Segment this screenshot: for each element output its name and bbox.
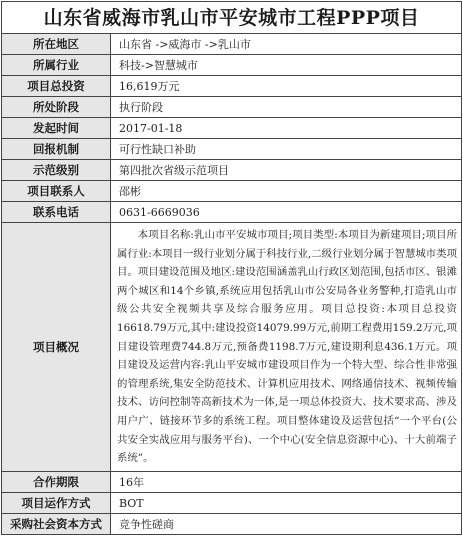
- overview-text: 本项目名称:乳山市平安城市项目;项目类型:本项目为新建项目;项目所属行业:本项目一级行业划分属于科技行业,二级行业划分属于智慧城市类项目。项目建设范围及地区:建设范围涵盖乳山行政区划范围,包括市区、银滩两个城区和14个乡镇,系统应用包括乳山市公安局各业务警种,打造乳山市级公共安全视频共享及综合服务应用。项目总投资:本项目总投资16618.79万元,其中:建设投资14079.99万元,前期工程费用159.2万元,项目建设管理费744.8万元,预备费1198.7万元,建设期利息436.1万元。项目建设及运营内容:乳山平安城市建设项目作为一个特大型、综合性非常强的管理系统,集安全防范技术、计算机应用技术、网络通信技术、视频传输技术、访问控制等高新技术为一体,是一项总体投资大、技术要求高、涉及用户广、链接环节多的系统工程。项目整体建设及运营包括“一个平台(公共安全实战应用与服务平台)、一个中心(安全信息资源中心)、十大前端子系统”。: [111, 223, 462, 472]
- table-row: [2, 181, 462, 202]
- row-value: 16,619万元: [111, 76, 462, 97]
- table-row: [2, 493, 462, 514]
- row-value: 2017-01-18: [111, 118, 462, 139]
- row-label: 合作期限: [2, 472, 111, 493]
- row-label: 所属行业: [2, 55, 111, 76]
- row-label: 联系电话: [2, 202, 111, 223]
- row-label: 采购社会资本方式: [2, 514, 111, 535]
- overview-label: 项目概况: [2, 223, 111, 472]
- table-row: [2, 160, 462, 181]
- table-row: [2, 472, 462, 493]
- table-row: [2, 514, 462, 535]
- project-sheet: [1, 1, 462, 548]
- row-label: 项目联系人: [2, 181, 111, 202]
- row-value: BOT: [111, 493, 462, 514]
- row-value: 0631-6669036: [111, 202, 462, 223]
- row-value: 竞争性磋商: [111, 514, 462, 535]
- table-row: [2, 202, 462, 223]
- page-title: 山东省威海市乳山市平安城市工程PPP项目: [1, 1, 462, 33]
- row-label: 所处阶段: [2, 97, 111, 118]
- row-value: 邵彬: [111, 181, 462, 202]
- table-row: [2, 76, 462, 97]
- row-label: 发起时间: [2, 118, 111, 139]
- row-label: 项目总投资: [2, 76, 111, 97]
- row-label: 示范级别: [2, 160, 111, 181]
- table-row: [2, 34, 462, 55]
- table-row: [2, 139, 462, 160]
- row-value: 第四批次省级示范项目: [111, 160, 462, 181]
- row-value: 科技->智慧城市: [111, 55, 462, 76]
- table-row: [2, 118, 462, 139]
- table-row-overview: [2, 223, 462, 472]
- project-info-table: [1, 33, 462, 535]
- row-label: 所在地区: [2, 34, 111, 55]
- table-row: [2, 97, 462, 118]
- row-value: 16年: [111, 472, 462, 493]
- row-value: 可行性缺口补助: [111, 139, 462, 160]
- table-row: [2, 55, 462, 76]
- row-value: 山东省 ->威海市 ->乳山市: [111, 34, 462, 55]
- row-label: 项目运作方式: [2, 493, 111, 514]
- row-value: 执行阶段: [111, 97, 462, 118]
- row-label: 回报机制: [2, 139, 111, 160]
